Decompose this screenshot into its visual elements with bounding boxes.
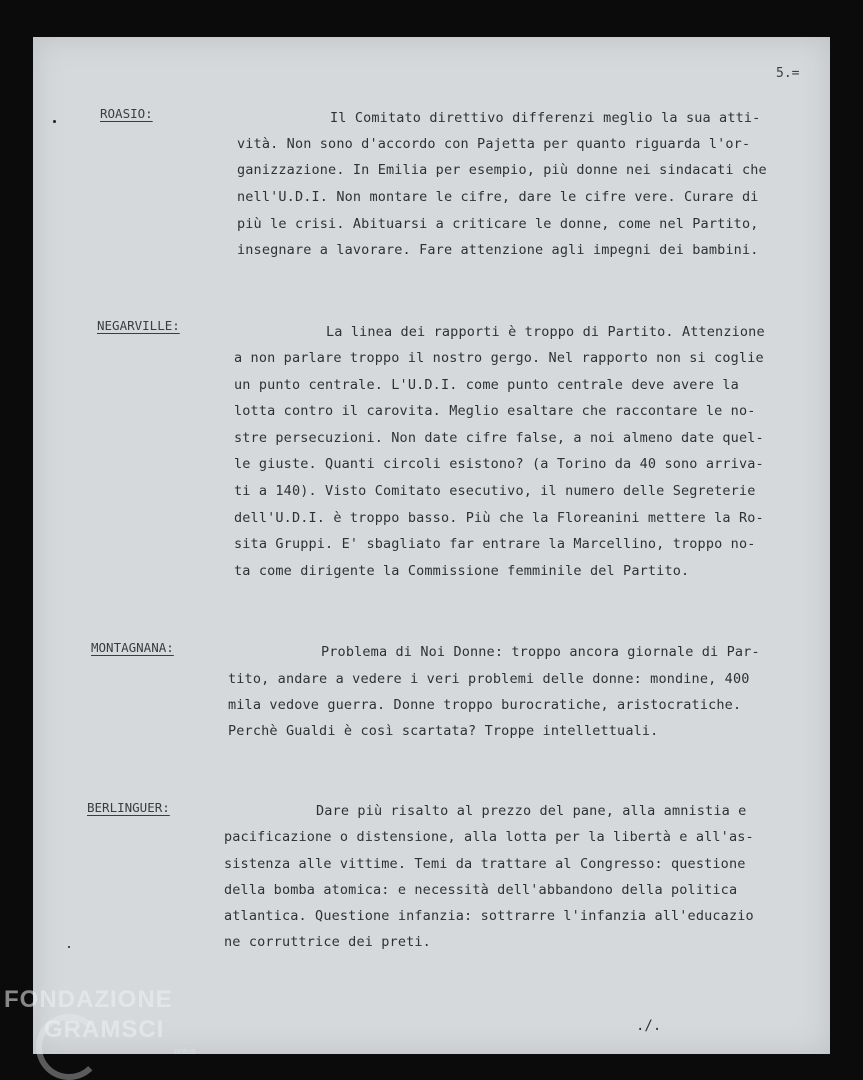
fondazione-gramsci-watermark [4,986,219,1076]
text-line: più le crisi. Abituarsi a criticare le donne, come nel Partito, [237,216,759,232]
text-line: sita Gruppi. E' sbagliato far entrare la Marcellino, troppo no- [234,536,756,552]
text-line: sistenza alle vittime. Temi da trattare al Congresso: questione [224,856,746,872]
text-line: vità. Non sono d'accordo con Pajetta per quanto riguarda l'or- [237,136,751,152]
text-line: della bomba atomica: e necessità dell'abbandono della politica [224,882,738,898]
margin-dot [68,946,70,948]
text-line: La linea dei rapporti è troppo di Partito. Attenzione [326,324,765,340]
speaker-montagnana: MONTAGNANA: [91,640,174,655]
text-line: ne corruttrice dei preti. [224,934,431,950]
watermark-onlus: onlus [174,1046,196,1056]
watermark-title: FONDAZIONE [4,986,173,1013]
text-line: pacificazione o distensione, alla lotta per la libertà e all'as- [224,829,754,845]
text-line: tito, andare a vedere i veri problemi delle donne: mondine, 400 [228,671,750,687]
text-line: lotta contro il carovita. Meglio esaltare che raccontare le no- [234,403,756,419]
speaker-negarville: NEGARVILLE: [97,318,180,333]
text-line: Problema di Noi Donne: troppo ancora giornale di Par- [321,644,760,660]
text-line: atlantica. Questione infanzia: sottrarre l'infanzia all'educazio [224,908,754,924]
text-line: le giuste. Quanti circoli esistono? (a Torino da 40 sono arriva- [234,456,764,472]
text-line: a non parlare troppo il nostro gergo. Nel rapporto non si coglie [234,350,764,366]
text-line: insegnare a lavorare. Fare attenzione agli impegni dei bambini. [237,242,759,258]
margin-dot [53,120,56,123]
page-number: 5.= [776,66,800,81]
text-line: dell'U.D.I. è troppo basso. Più che la Floreanini mettere la Ro- [234,510,764,526]
speaker-roasio: ROASIO: [100,106,153,121]
text-line: Perchè Gualdi è così scartata? Troppe intellettuali. [228,723,659,739]
text-line: ti a 140). Visto Comitato esecutivo, il numero delle Segreterie [234,483,756,499]
text-line: un punto centrale. L'U.D.I. come punto centrale deve avere la [234,377,739,393]
text-line: ta come dirigente la Commissione femminile del Partito. [234,563,690,579]
text-line: nell'U.D.I. Non montare le cifre, dare le cifre vere. Curare di [237,189,759,205]
watermark-subtitle: GRAMSCI [44,1016,165,1043]
text-line: ganizzazione. In Emilia per esempio, più donne nei sindacati che [237,162,767,178]
text-line: mila vedove guerra. Donne troppo burocratiche, aristocratiche. [228,697,742,713]
text-line: stre persecuzioni. Non date cifre false, a noi almeno date quel- [234,430,764,446]
closing-mark: ./. [636,1018,662,1034]
text-line: Dare più risalto al prezzo del pane, alla amnistia e [316,803,747,819]
text-line: Il Comitato direttivo differenzi meglio la sua atti- [330,110,761,126]
speaker-berlinguer: BERLINGUER: [87,800,170,815]
